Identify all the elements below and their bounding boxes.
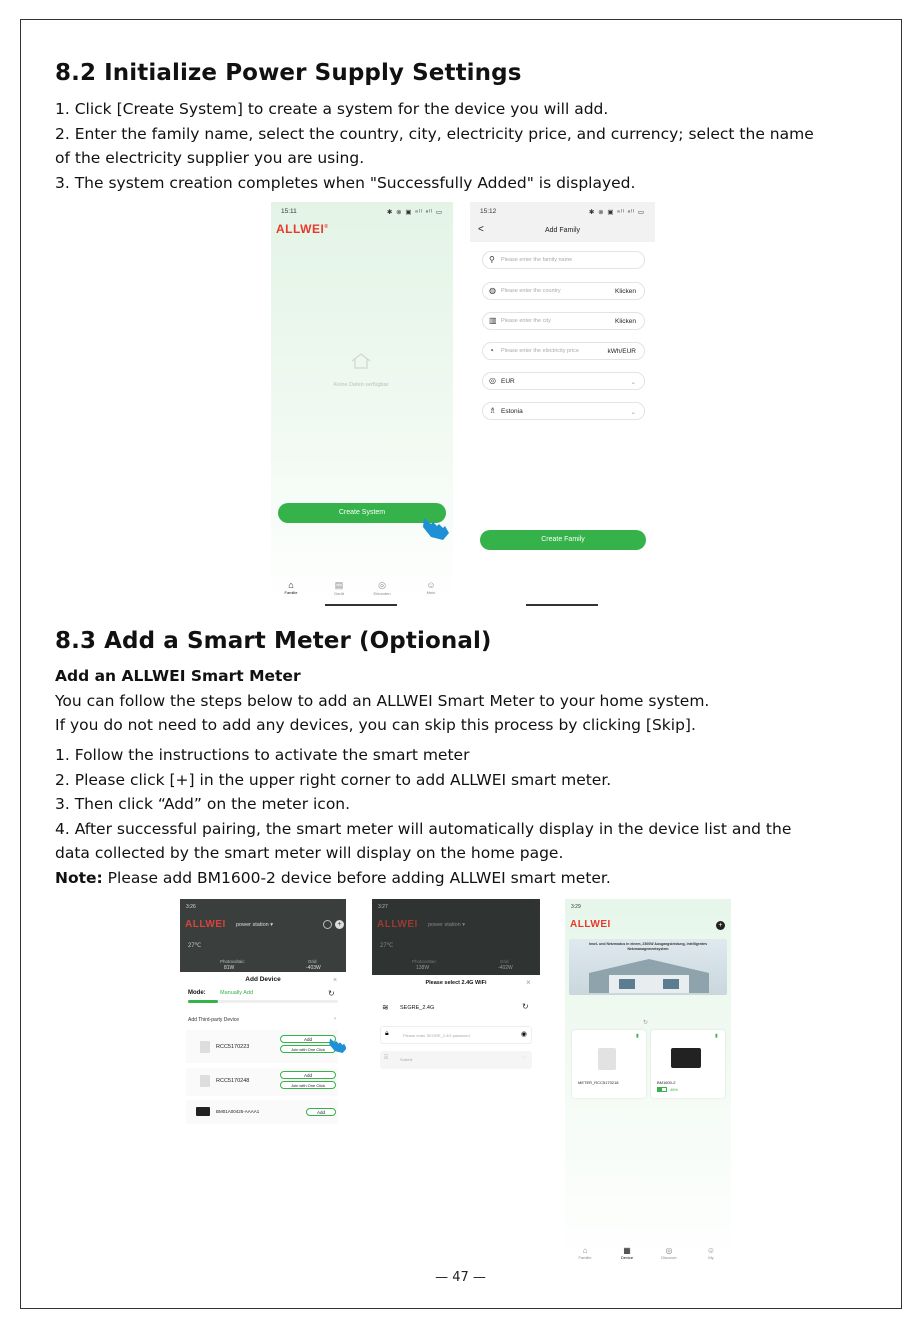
device-name: METER_RCC5170218 [578, 1080, 619, 1085]
temperature: 27℃ [380, 943, 394, 949]
screen-select-wifi [372, 899, 540, 1076]
meter-icon [200, 1041, 210, 1053]
dimmed-header [180, 899, 346, 975]
note-label: Note: [55, 868, 103, 887]
device-icon: ▦ [623, 1246, 631, 1255]
nav-label: Familie [578, 1255, 592, 1260]
wifi-password-field[interactable]: 🔒︎ Please enter SEGRE_2.4G password ◉ [380, 1026, 532, 1044]
status-time: 3:26 [186, 904, 196, 910]
mode-label: Mode: [188, 990, 206, 996]
section-8-3-body [55, 664, 855, 738]
battery-percent: 46% [670, 1087, 679, 1092]
grid-value: -403W [306, 965, 321, 971]
scan-progress-fill [188, 1000, 218, 1003]
device-name: BM01A00425-AAAA1 [216, 1109, 260, 1114]
add-device-icon[interactable]: + [335, 920, 344, 929]
third-party-label[interactable]: Add Third-party Device [188, 1017, 240, 1023]
nav-label: Mein [426, 590, 436, 595]
status-bar [470, 202, 655, 220]
refresh-icon[interactable]: ↻ [522, 1002, 529, 1011]
banner-text: Insel- und Netzmodus in einem, 2300W Ausgangsleistung, intelligentes Netzmanagementsystem [588, 942, 708, 951]
step-line: 3. The system creation completes when "Successfully Added" is displayed. [55, 173, 636, 192]
product-banner[interactable] [569, 939, 727, 995]
join-button[interactable]: Join with One Click [280, 1045, 336, 1053]
home-icon: ⌂ [288, 580, 294, 590]
chevron-down-icon: ⌄ [630, 378, 636, 386]
device-row [186, 1030, 338, 1063]
pointing-hand-icon [421, 515, 451, 546]
nav-label: Gerät [333, 591, 344, 596]
grid-label: Grid [500, 959, 509, 964]
battery-icon [657, 1087, 667, 1092]
pointing-hand-icon [328, 1035, 346, 1060]
wifi-icon: ≋ [382, 1003, 389, 1012]
empty-house-icon [350, 352, 372, 370]
section-8-3-title: 8.3 Add a Smart Meter (Optional) [55, 628, 492, 654]
pv-value: 138W [416, 965, 430, 971]
pv-label: Photovoltaic [220, 959, 245, 964]
step-line: 3. Then click “Add” on the meter icon. [55, 795, 351, 813]
add-button[interactable]: Add [306, 1108, 336, 1116]
sheet-title: Please select 2.4G WiFi [425, 980, 487, 986]
device-card-bm1600[interactable] [651, 1030, 725, 1098]
intro-line: You can follow the steps below to add an ALLWEI Smart Meter to your home system. [55, 691, 710, 710]
screen-add-family [470, 202, 655, 606]
home-icon: ⌂ [582, 1246, 588, 1255]
country-field[interactable]: ◍ Please enter the country Klicken [482, 282, 645, 300]
nav-discover[interactable] [367, 580, 397, 596]
lock-icon: 🔒︎ [385, 1030, 389, 1037]
home-indicator [526, 604, 598, 606]
supplier-select[interactable]: ♗ Estonia ⌄ [482, 402, 645, 420]
allwei-logo: ALLWEI [185, 919, 226, 930]
nav-label: Discover [661, 1255, 677, 1260]
battery-device-icon [196, 1107, 210, 1116]
nav-label: Erkunden [373, 591, 391, 596]
section-8-3-steps [55, 743, 855, 890]
submit-row[interactable]: ⌸ Submit ◌ [380, 1051, 532, 1069]
compass-icon: ◎ [378, 580, 386, 590]
electricity-price-field[interactable]: ◔ Please enter the electricity price kWh/EUR [482, 342, 645, 360]
screen-create-system [271, 202, 453, 606]
close-icon[interactable]: × [333, 977, 338, 984]
temperature: 27℃ [188, 943, 202, 949]
nav-family[interactable] [573, 1246, 597, 1260]
nav-label: Familie [284, 590, 298, 595]
page-number: — 47 — [435, 1270, 486, 1285]
eye-hidden-icon[interactable]: ◉ [520, 1031, 527, 1038]
screen-add-device [180, 899, 346, 1131]
step-line: 2. Enter the family name, select the country, city, electricity price, and currency; select the name [55, 124, 814, 143]
add-button[interactable]: Add [280, 1035, 336, 1043]
allwei-logo: ALLWEI [377, 919, 418, 930]
empty-state-text: Keine Daten verfügbar [333, 382, 389, 388]
subsection-title: Add an ALLWEI Smart Meter [55, 667, 301, 685]
nav-device[interactable] [615, 1246, 639, 1260]
device-name: RCC5170248 [216, 1078, 250, 1084]
person-icon: ⚲ [489, 255, 495, 264]
device-row [186, 1068, 338, 1096]
nav-my[interactable] [419, 580, 443, 595]
currency-select[interactable]: ◎ EUR ⌄ [482, 372, 645, 390]
join-button[interactable]: Join with One Click [280, 1081, 336, 1089]
mode-value[interactable]: Manually Add [220, 990, 254, 996]
meter-icon [598, 1048, 616, 1070]
nav-discover[interactable] [657, 1246, 681, 1260]
scan-progress-track [188, 1000, 338, 1003]
submit-icon: ⌸ [384, 1054, 389, 1061]
signal-icon: ▮ [715, 1033, 718, 1039]
battery-device-icon [671, 1048, 701, 1068]
pv-value: 81W [224, 965, 235, 971]
screen-home-devices [565, 899, 731, 1269]
home-indicator [325, 604, 397, 606]
nav-label: Device [620, 1255, 634, 1260]
device-card-meter[interactable] [572, 1030, 646, 1098]
currency-icon: ◎ [489, 376, 496, 385]
refresh-icon[interactable]: ↻ [643, 1020, 649, 1026]
create-system-button[interactable]: Create System [278, 503, 446, 523]
status-icons: ✱ ⊗ ▣ ᵃˡˡ ᵃˡˡ ▭ [386, 209, 443, 216]
dimmed-header [372, 899, 540, 975]
step-line: 4. After successful pairing, the smart meter will automatically display in the device list and the [55, 819, 792, 838]
add-device-icon[interactable]: + [716, 921, 725, 930]
section-8-2-title: 8.2 Initialize Power Supply Settings [55, 60, 522, 86]
user-icon: ☺ [706, 1246, 716, 1255]
chevron-down-icon: ⌄ [630, 408, 636, 416]
device-icon: ▤ [334, 580, 344, 590]
wifi-name[interactable]: SEGRE_2.4G [400, 1005, 435, 1011]
status-time: 15:11 [281, 208, 297, 215]
compass-icon: ◎ [665, 1246, 673, 1255]
status-time: 3:27 [378, 904, 388, 910]
station-selector[interactable]: power station ▾ [428, 922, 466, 928]
device-row [186, 1100, 338, 1124]
station-selector[interactable]: power station ▾ [236, 922, 274, 928]
refresh-icon[interactable]: ↻ [328, 989, 335, 998]
status-time: 15:12 [480, 208, 497, 215]
supplier-icon: ♗ [489, 406, 497, 415]
intro-line: If you do not need to add any devices, you can skip this process by clicking [Skip]. [55, 716, 696, 734]
family-name-field[interactable]: ⚲ Please enter the family name [482, 251, 645, 269]
note-text: Please add BM1600-2 device before adding ALLWEI smart meter. [102, 868, 611, 887]
user-icon: ☺ [426, 580, 436, 590]
step-line: 2. Please click [+] in the upper right corner to add ALLWEI smart meter. [55, 770, 612, 789]
note-line [55, 866, 855, 891]
nav-label: My [708, 1255, 714, 1260]
allwei-logo: ALLWEI® [276, 222, 329, 236]
allwei-logo: ALLWEI [570, 919, 611, 930]
check-icon: ◌ [522, 1055, 526, 1061]
grid-value: -402W [498, 965, 513, 971]
step-line: 1. Follow the instructions to activate the smart meter [55, 746, 470, 764]
signal-icon: ▮ [636, 1033, 639, 1039]
section-8-2-steps [55, 97, 855, 195]
step-line: of the electricity supplier you are using. [55, 149, 365, 167]
add-button[interactable]: Add [280, 1071, 336, 1079]
close-icon[interactable]: × [526, 978, 531, 987]
add-device-sheet [180, 972, 346, 1131]
device-name: BM1600-2 [657, 1080, 676, 1085]
pv-label: Photovoltaic [412, 959, 437, 964]
settings-icon[interactable] [323, 920, 332, 929]
create-family-button[interactable]: Create Family [480, 530, 646, 550]
status-bar [271, 202, 453, 220]
globe-icon: ◍ [489, 286, 496, 295]
city-icon: ▥ [489, 316, 497, 325]
nav-home[interactable] [279, 580, 303, 595]
status-time: 3:29 [571, 904, 581, 910]
step-line: data collected by the smart meter will display on the home page. [55, 844, 564, 862]
wifi-sheet [372, 975, 540, 1076]
page-title: Add Family [544, 227, 580, 234]
nav-my[interactable] [699, 1246, 723, 1260]
price-icon: ◔ [489, 346, 494, 355]
status-icons: ✱ ⊗ ▣ ᵃˡˡ ᵃˡˡ ▭ [588, 209, 645, 216]
city-field[interactable]: ▥ Please enter the city Klicken [482, 312, 645, 330]
back-button[interactable]: < [478, 224, 484, 235]
device-name: RCC5170223 [216, 1044, 250, 1050]
step-line: 1. Click [Create System] to create a system for the device you will add. [55, 100, 609, 118]
meter-icon [200, 1075, 210, 1087]
grid-label: Grid [308, 959, 317, 964]
sheet-title: Add Device [245, 976, 281, 983]
chevron-right-icon: › [334, 1016, 336, 1022]
nav-device[interactable] [327, 580, 351, 596]
house-illustration [579, 955, 719, 993]
